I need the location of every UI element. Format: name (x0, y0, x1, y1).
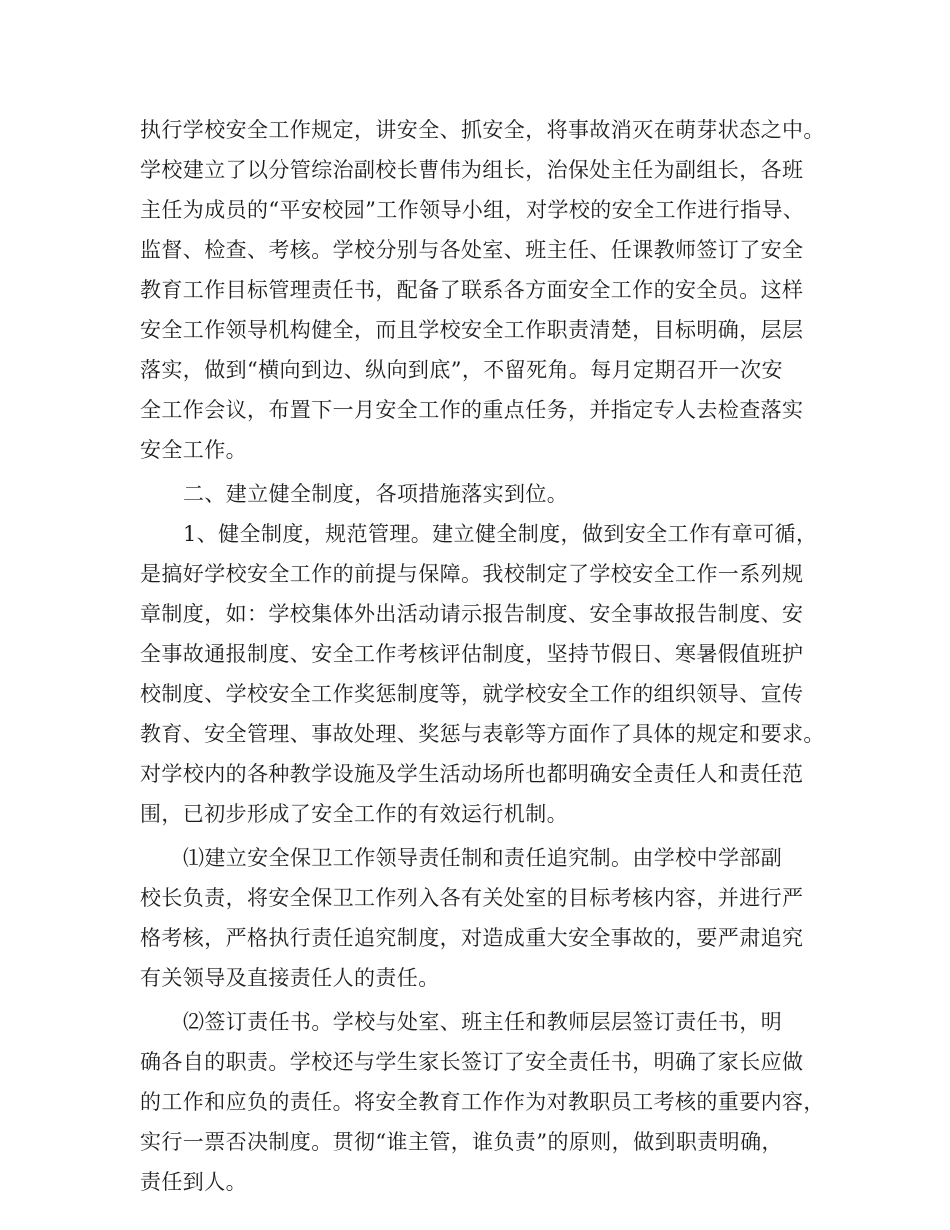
section-heading: 二、建立健全制度，各项措施落实到位。 (183, 482, 569, 506)
text-line: 全工作会议，布置下一月安全工作的重点任务，并指定专人去检查落实 (140, 398, 804, 422)
text-line: 责任到人。 (140, 1170, 247, 1194)
text-line: 格考核，严格执行责任追究制度，对造成重大安全事故的，要严肃追究 (140, 926, 804, 950)
text-line: ⑴建立安全保卫工作领导责任制和责任追究制。由学校中学部副 (183, 846, 783, 870)
text-line: 确各自的职责。学校还与学生家长签订了安全责任书，明确了家长应做 (140, 1050, 804, 1074)
text-line: 落实，做到“横向到边、纵向到底”，不留死角。每月定期召开一次安 (140, 358, 783, 382)
text-line: 教育工作目标管理责任书，配备了联系各方面安全工作的安全员。这样 (140, 278, 804, 302)
text-line: 章制度，如：学校集体外出活动请示报告制度、安全事故报告制度、安 (140, 602, 804, 626)
text-line: 安全工作领导机构健全，而且学校安全工作职责清楚，目标明确，层层 (140, 318, 804, 342)
text-line: 的工作和应负的责任。将安全教育工作作为对教职员工考核的重要内容， (140, 1090, 825, 1114)
text-line: 监督、检查、考核。学校分别与各处室、班主任、任课教师签订了安全 (140, 238, 804, 262)
text-line: 围，已初步形成了安全工作的有效运行机制。 (140, 802, 568, 826)
text-line: 学校建立了以分管综治副校长曹伟为组长，治保处主任为副组长，各班 (140, 158, 804, 182)
text-line: 校长负责，将安全保卫工作列入各有关处室的目标考核内容，并进行严 (140, 886, 804, 910)
text-line: 校制度、学校安全工作奖惩制度等，就学校安全工作的组织领导、宣传 (140, 682, 804, 706)
text-line: 全事故通报制度、安全工作考核评估制度，坚持节假日、寒暑假值班护 (140, 642, 804, 666)
text-line: 安全工作。 (140, 438, 247, 462)
text-line: 1、健全制度，规范管理。建立健全制度，做到安全工作有章可循， (183, 522, 818, 546)
text-line: 是搞好学校安全工作的前提与保障。我校制定了学校安全工作一系列规 (140, 562, 804, 586)
text-line: ⑵签订责任书。学校与处室、班主任和教师层层签订责任书，明 (183, 1010, 783, 1034)
text-line: 执行学校安全工作规定，讲安全、抓安全，将事故消灭在萌芽状态之中。 (140, 118, 825, 142)
text-line: 对学校内的各种教学设施及学生活动场所也都明确安全责任人和责任范 (140, 762, 804, 786)
text-line: 主任为成员的“平安校园”工作领导小组，对学校的安全工作进行指导、 (140, 198, 805, 222)
text-line: 有关领导及直接责任人的责任。 (140, 966, 440, 990)
text-line: 实行一票否决制度。贯彻“谁主管，谁负责”的原则，做到职责明确， (140, 1130, 783, 1154)
text-line: 教育、安全管理、事故处理、奖惩与表彰等方面作了具体的规定和要求。 (140, 722, 825, 746)
